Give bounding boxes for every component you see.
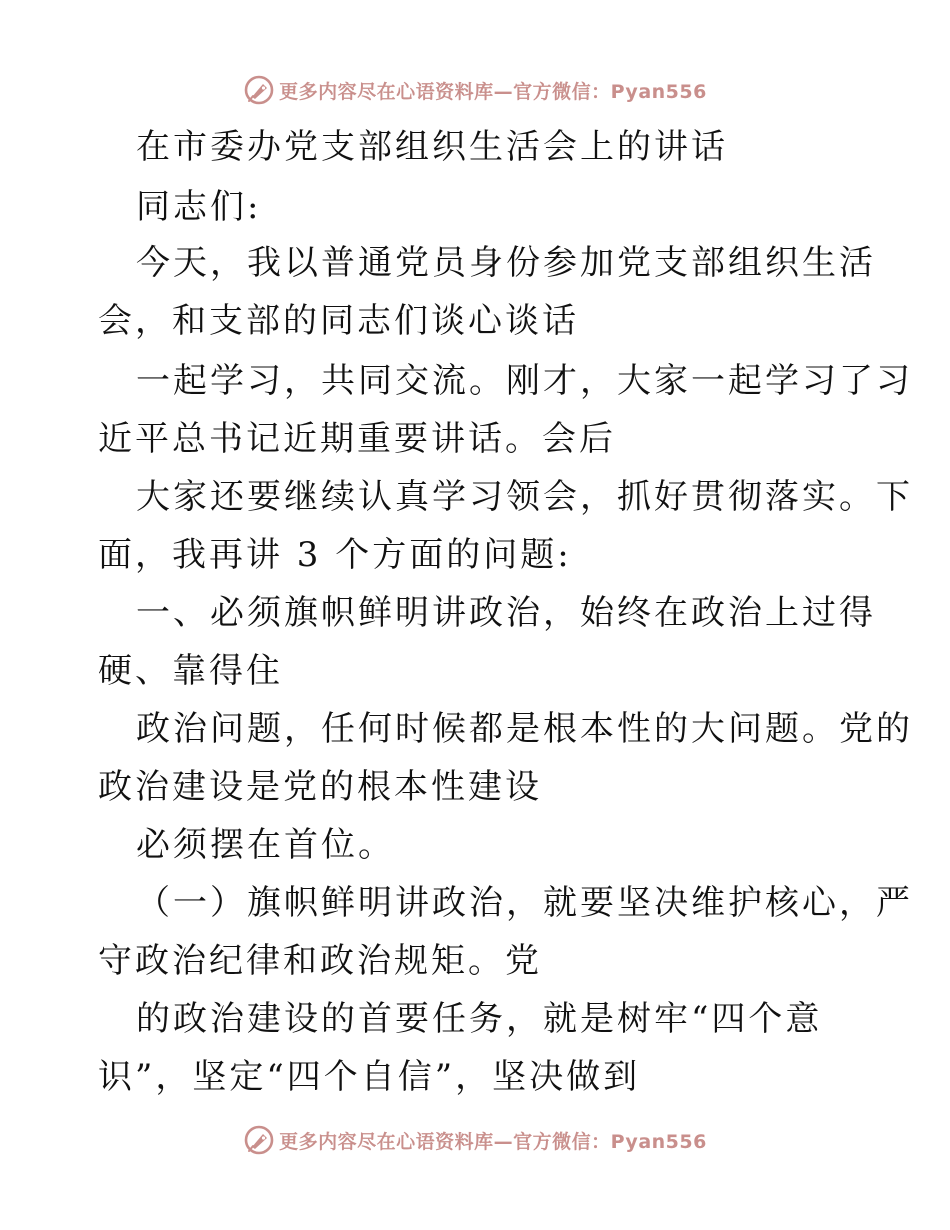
paragraph-line: 必须摆在首位。 [136,825,395,865]
watermark-text: 更多内容尽在心语资料库—官方微信：Pyan556 [279,80,707,103]
header-watermark [0,72,950,108]
subsection-heading: （一）旗帜鲜明讲政治，就要坚决维护核心，严 [136,883,913,923]
paragraph-line: 的政治建设的首要任务，就是树牢“四个意 [136,999,823,1039]
pen-nib-circle-icon [243,1124,275,1156]
paragraph-line: 识”，坚定“四个自信”，坚决做到 [98,1057,641,1097]
paragraph-line: 面，我再讲 3 个方面的问题: [98,535,572,575]
watermark-text: 更多内容尽在心语资料库—官方微信：Pyan556 [279,1130,707,1153]
paragraph-line: 同志们: [136,187,262,227]
paragraph-line: 一起学习，共同交流。刚才，大家一起学习了习 [136,361,913,401]
paragraph-line: 大家还要继续认真学习领会，抓好贯彻落实。下 [136,477,913,517]
paragraph-line: 近平总书记近期重要讲话。会后 [98,419,616,459]
section-heading: 一、必须旗帜鲜明讲政治，始终在政治上过得 [136,593,876,633]
footer-watermark [0,1122,950,1158]
pen-nib-circle-icon [243,74,275,106]
section-heading-cont: 硬、靠得住 [98,651,283,691]
paragraph-line: 政治问题，任何时候都是根本性的大问题。党的 [136,709,913,749]
paragraph-line: 今天，我以普通党员身份参加党支部组织生活 [136,243,876,283]
subsection-heading-cont: 守政治纪律和政治规矩。党 [98,941,542,981]
document-title: 在市委办党支部组织生活会上的讲话 [136,127,728,167]
paragraph-line: 会，和支部的同志们谈心谈话 [98,301,579,341]
paragraph-line: 政治建设是党的根本性建设 [98,767,542,807]
